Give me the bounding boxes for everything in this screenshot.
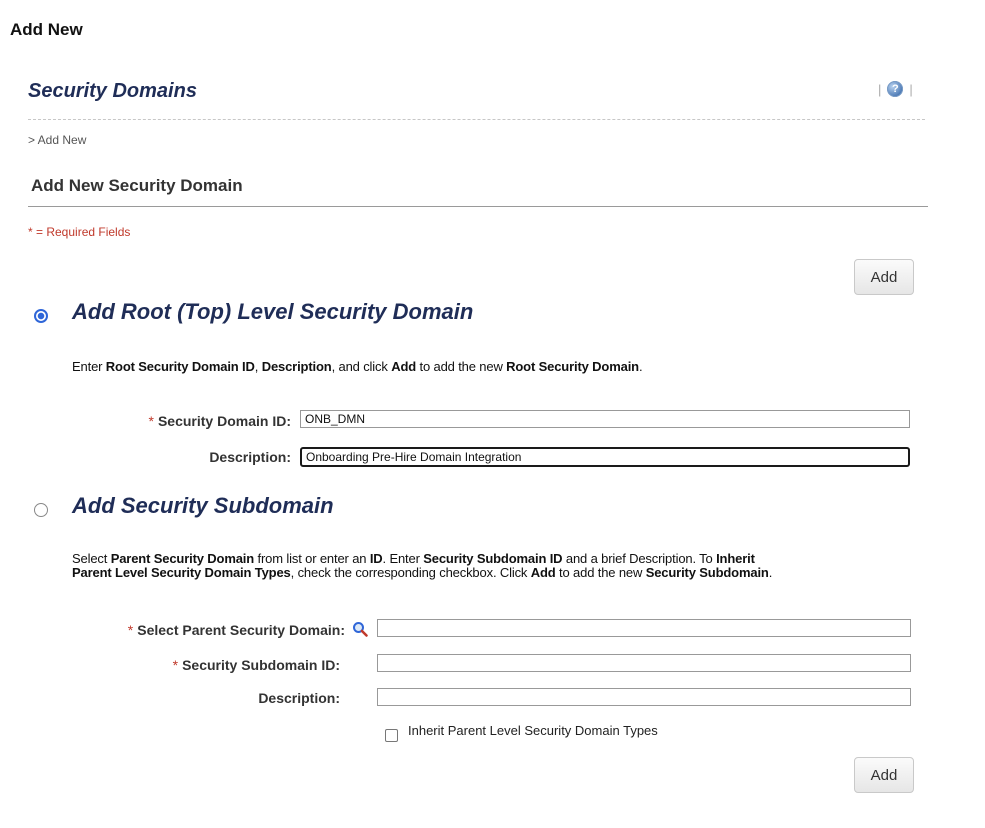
form-title: Add New Security Domain: [31, 176, 243, 195]
help-area: [878, 80, 913, 98]
separator: |: [909, 81, 913, 97]
subdomain-instructions: Select Parent Security Domain from list or enter an ID. Enter Security Subdomain ID and a brief Description. To Inherit Parent Level Security Domain Types, check the corresponding checkbox. Click Add to add the new Security Subdomain.: [72, 551, 773, 580]
subdomain-description-label: Description:: [258, 690, 340, 706]
root-description-input[interactable]: [300, 447, 910, 467]
required-fields-note: * = Required Fields: [28, 225, 131, 239]
subdomain-id-input[interactable]: [377, 654, 911, 672]
subdomain-radio[interactable]: [34, 503, 48, 517]
inherit-checkbox[interactable]: [385, 729, 398, 742]
separator: |: [878, 81, 882, 97]
section-title: Security Domains: [28, 80, 197, 102]
root-domain-radio[interactable]: [34, 309, 48, 323]
subdomain-option-title: Add Security Subdomain: [72, 493, 334, 518]
subdomain-id-label: * Security Subdomain ID:: [172, 657, 340, 673]
add-button-top[interactable]: Add: [854, 259, 914, 295]
parent-domain-label: * Select Parent Security Domain:: [127, 622, 345, 638]
security-domain-id-input[interactable]: [300, 410, 910, 428]
form-divider: [28, 206, 928, 207]
root-instructions: Enter Root Security Domain ID, Description, and click Add to add the new Root Security Domain.: [72, 359, 643, 374]
required-marker: *: [172, 657, 179, 673]
root-option-title: Add Root (Top) Level Security Domain: [72, 299, 474, 324]
subdomain-description-input[interactable]: [377, 688, 911, 706]
magnifier-search-icon[interactable]: [352, 621, 368, 642]
root-description-label: Description:: [209, 449, 291, 465]
page-title: Add New: [10, 20, 83, 39]
parent-domain-input[interactable]: [377, 619, 911, 637]
required-marker: *: [148, 413, 154, 429]
security-domain-id-label: * Security Domain ID:: [148, 413, 291, 429]
help-icon[interactable]: ?: [887, 81, 903, 97]
breadcrumb: > Add New: [28, 133, 87, 147]
add-button-bottom[interactable]: Add: [854, 757, 914, 793]
required-marker: *: [127, 622, 134, 638]
inherit-checkbox-label: Inherit Parent Level Security Domain Types: [408, 723, 658, 738]
dashed-divider: [28, 119, 925, 120]
